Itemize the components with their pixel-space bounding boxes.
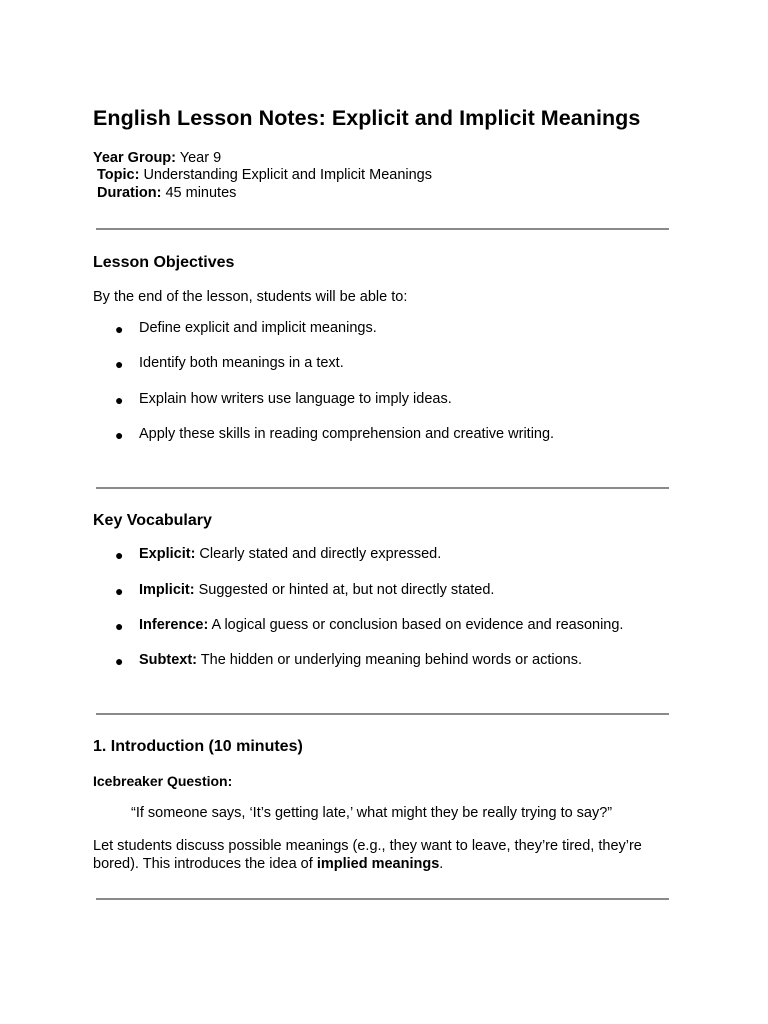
year-group-line — [93, 150, 221, 166]
list-item: Apply these skills in reading comprehension and creative writing. — [139, 426, 555, 442]
vocab-item — [139, 652, 582, 668]
divider — [96, 898, 669, 900]
list-item: Define explicit and implicit meanings. — [139, 320, 377, 336]
vocab-term: Subtext: — [139, 652, 197, 668]
list-item: Identify both meanings in a text. — [139, 355, 344, 371]
introduction-paragraph — [93, 837, 653, 873]
duration-value: 45 minutes — [161, 185, 237, 201]
divider — [96, 713, 669, 715]
bullet-icon: ● — [115, 321, 124, 337]
vocab-item — [139, 617, 623, 633]
paragraph-emphasis: implied meanings — [316, 856, 440, 872]
bullet-icon: ● — [115, 427, 124, 443]
vocabulary-heading: Key Vocabulary — [93, 512, 212, 529]
divider — [96, 228, 669, 230]
topic-line — [97, 167, 432, 183]
duration-line — [97, 185, 236, 201]
introduction-heading: 1. Introduction (10 minutes) — [93, 738, 303, 755]
bullet-icon: ● — [115, 618, 124, 634]
icebreaker-quote: “If someone says, ‘It’s getting late,’ what might they be really trying to say?” — [131, 805, 613, 821]
list-item: Explain how writers use language to imply ideas. — [139, 391, 452, 407]
bullet-icon: ● — [115, 547, 124, 563]
vocab-definition: Suggested or hinted at, but not directly stated. — [194, 582, 495, 598]
vocab-term: Explicit: — [139, 546, 196, 562]
vocab-definition: Clearly stated and directly expressed. — [195, 546, 442, 562]
vocab-definition: The hidden or underlying meaning behind words or actions. — [197, 652, 583, 668]
vocab-item — [139, 582, 494, 598]
vocab-item — [139, 546, 441, 562]
vocab-term: Inference: — [139, 617, 209, 633]
bullet-icon: ● — [115, 653, 124, 669]
vocab-definition: A logical guess or conclusion based on evidence and reasoning. — [208, 617, 624, 633]
bullet-icon: ● — [115, 392, 124, 408]
page-title: English Lesson Notes: Explicit and Implicit Meanings — [93, 106, 641, 130]
paragraph-text: Let students discuss possible meanings (e.g., they want to leave, they’re tired, they’re bored). This introduces the idea of — [93, 838, 642, 872]
duration-label: Duration: — [97, 185, 162, 201]
topic-label: Topic: — [97, 167, 140, 183]
objectives-heading: Lesson Objectives — [93, 254, 235, 271]
icebreaker-subheading: Icebreaker Question: — [93, 773, 233, 789]
objectives-intro: By the end of the lesson, students will be able to: — [93, 289, 408, 305]
year-group-label: Year Group: — [93, 150, 176, 166]
vocab-term: Implicit: — [139, 582, 195, 598]
bullet-icon: ● — [115, 356, 124, 372]
divider — [96, 487, 669, 489]
topic-value: Understanding Explicit and Implicit Meanings — [139, 167, 432, 183]
paragraph-end: . — [439, 856, 444, 872]
bullet-icon: ● — [115, 583, 124, 599]
year-group-value: Year 9 — [176, 150, 222, 166]
